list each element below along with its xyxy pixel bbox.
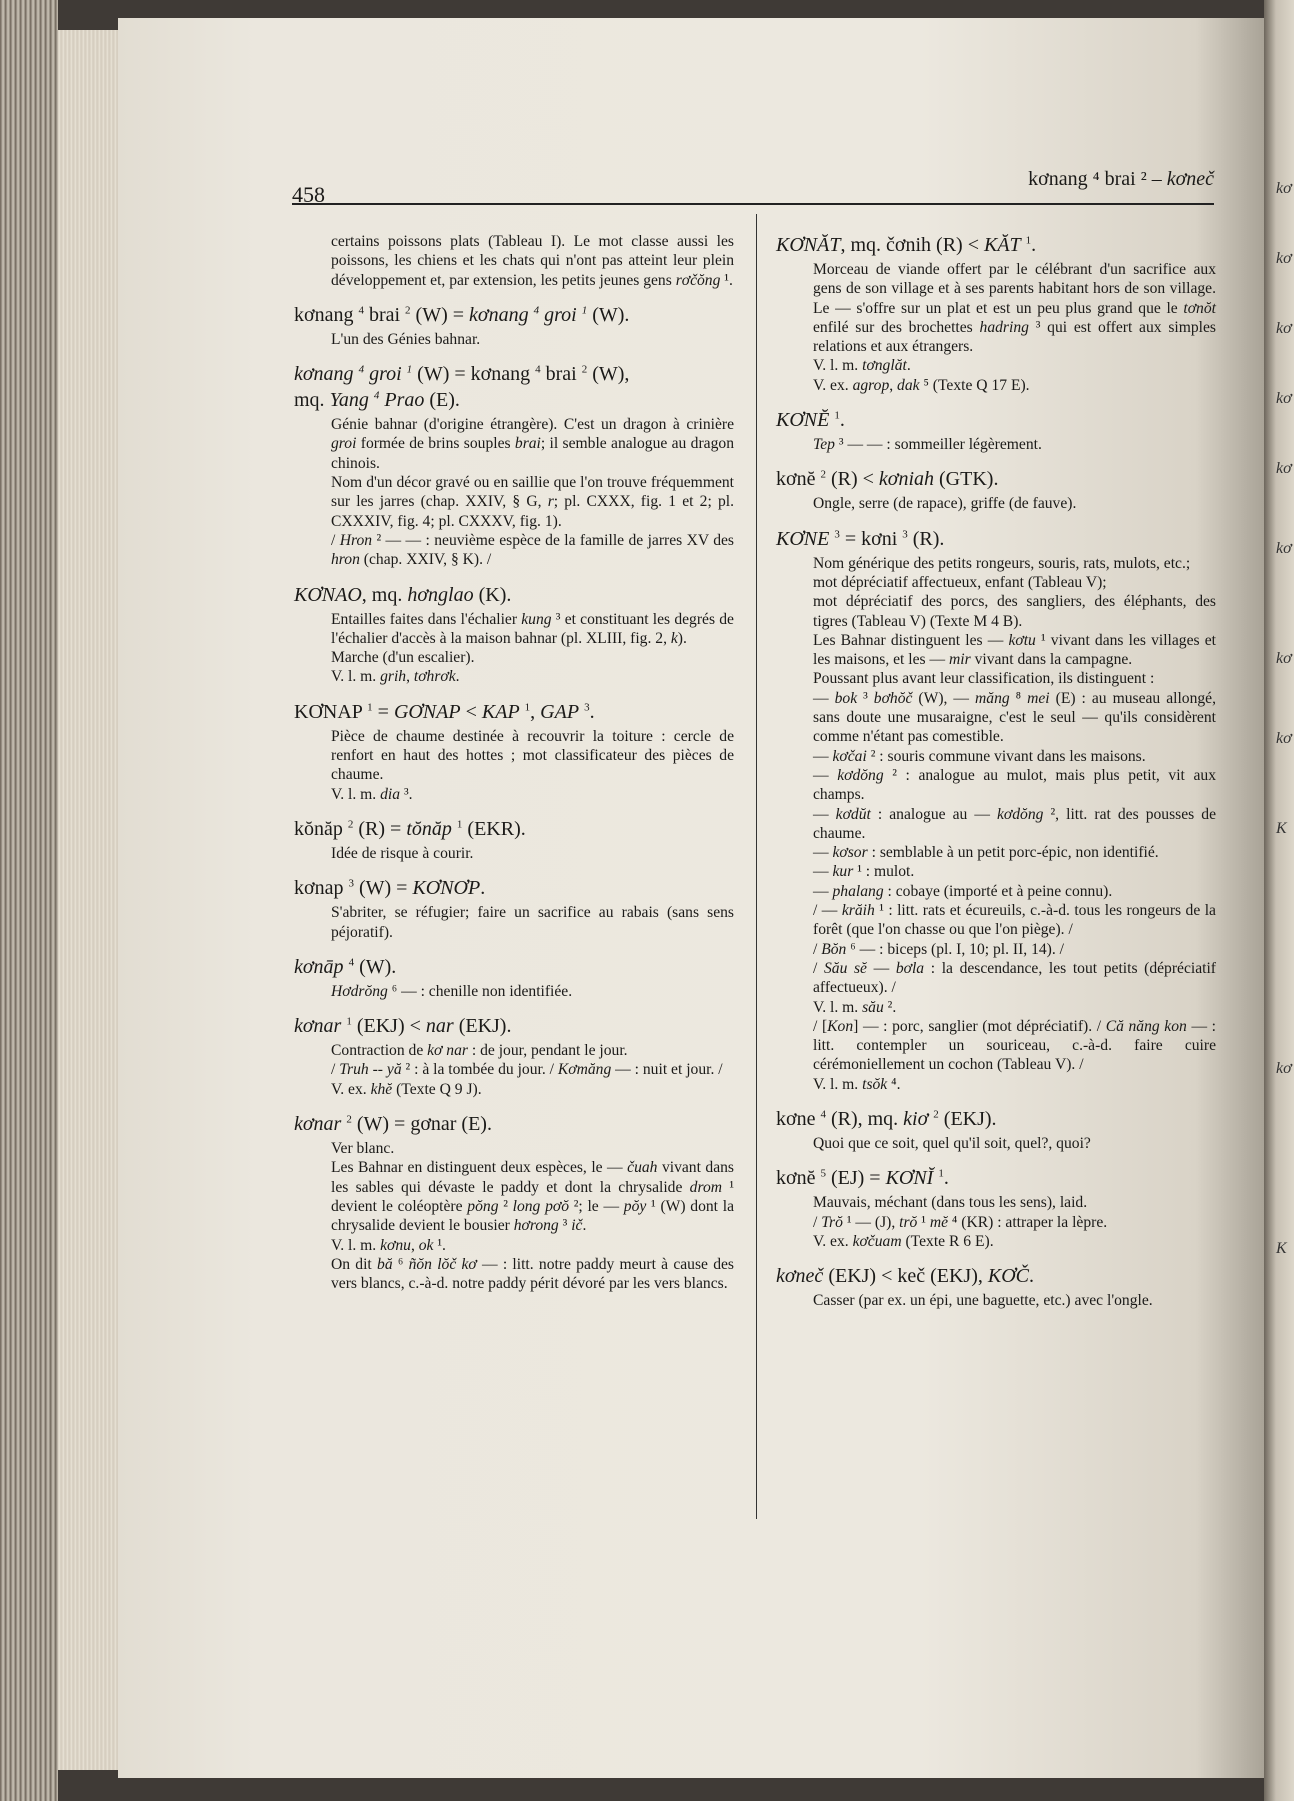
entry-headword: kơnar $^2$ (W) = gơnar (E). xyxy=(294,1113,492,1136)
entry-paragraph: — kơsor : semblable à un petit porc-épic, non identifié. xyxy=(813,844,1159,862)
entry-paragraph: Génie bahnar (d'origine étrangère). C'est un dragon à crinière groi formée de brins souples brai; il semble analogue au dragon chinois. xyxy=(331,416,734,472)
dictionary-entry xyxy=(776,526,1216,1094)
entry-headword: KƠNĔ $^1$. xyxy=(776,409,845,432)
dictionary-entry xyxy=(776,1106,1216,1153)
entry-paragraph: V. l. m. său ². xyxy=(813,998,897,1016)
column-divider xyxy=(756,214,757,1519)
entry-body xyxy=(776,1134,1216,1153)
entry-paragraph: / Său sĕ — bơla : la descendance, les tout petits (dépréciatif affectueux). / xyxy=(813,959,1217,997)
entry-paragraph: Marche (d'un escalier). xyxy=(331,649,475,667)
book-page-edges xyxy=(0,0,58,1801)
entry-paragraph: mot dépréciatif des porcs, des sangliers, des éléphants, des tigres (Tableau V) (Texte M 4 B). xyxy=(813,593,1216,630)
entry-paragraph: — kur ¹ : mulot. xyxy=(813,863,915,881)
entry-body xyxy=(294,727,734,804)
dictionary-entry xyxy=(294,954,734,1001)
entry-body xyxy=(776,494,1216,513)
entry-body xyxy=(294,982,734,1001)
dictionary-entry xyxy=(776,232,1216,395)
entry-paragraph: Mauvais, méchant (dans tous les sens), laid. xyxy=(813,1194,1088,1212)
next-page-fragment: kơ xyxy=(1276,390,1292,407)
dictionary-entry xyxy=(294,302,734,349)
entry-paragraph: Contraction de kơ nar : de jour, pendant le jour. xyxy=(331,1042,628,1060)
dictionary-entry xyxy=(776,1165,1216,1251)
entry-paragraph: Ongle, serre (de rapace), griffe (de fauve). xyxy=(813,495,1077,513)
page-number: 458 xyxy=(292,182,325,207)
entry-paragraph: V. l. m. dia ³. xyxy=(331,785,413,803)
entry-paragraph: V. ex. agrop, dak ⁵ (Texte Q 17 E). xyxy=(813,376,1030,394)
dictionary-entry xyxy=(294,1111,734,1293)
entry-headword: KƠNAO, mq. hơnglao (K). xyxy=(294,583,512,606)
entry-headword: kơnĕ $^5$ (EJ) = KƠNĬ $^1$. xyxy=(776,1167,949,1190)
entry-paragraph: V. ex. khĕ (Texte Q 9 J). xyxy=(331,1080,482,1098)
entry-paragraph: — bok ³ bơhŏč (W), — măng ⁸ mei (E) : au museau allongé, sans doute une musaraigne, c'est le seul — qu'ils considèrent comme n'étant pas comestible. xyxy=(813,689,1216,746)
entry-body xyxy=(294,1041,734,1099)
next-page-fragment: kơ xyxy=(1276,460,1292,477)
entry-headword: kơnap $^3$ (W) = KƠNƠP. xyxy=(294,877,486,900)
dictionary-entry xyxy=(776,1263,1216,1310)
entry-body xyxy=(294,415,734,569)
entry-headword: kơnāp $^4$ (W). xyxy=(294,955,397,978)
dictionary-entry xyxy=(294,232,734,290)
dictionary-entry xyxy=(294,699,734,804)
dictionary-entry xyxy=(294,1013,734,1099)
entry-paragraph: Pièce de chaume destinée à recouvrir la toiture : cercle de renfort en haut des hottes ; mot classificateur des pièces de chaume. xyxy=(331,727,734,784)
entry-headword: kơnĕ $^2$ (R) < kơniah (GTK). xyxy=(776,468,999,491)
entry-paragraph: S'abriter, se réfugier; faire un sacrifice au rabais (sans sens péjoratif). xyxy=(331,904,734,941)
entry-paragraph: Entailles faites dans l'échalier kung ³ et constituant les degrés de l'échalier d'accès à la maison bahnar (pl. XLIII, fig. 2, k). xyxy=(331,610,734,647)
entry-headword: kơnang $^4$ brai $^2$ (W) = kơnang $^4$ groi $^1$ (W). xyxy=(294,303,630,326)
dictionary-entry xyxy=(776,407,1216,454)
running-head xyxy=(960,168,1214,191)
next-page-fragment: K xyxy=(1276,1240,1287,1257)
entry-headword: kơne $^4$ (R), mq. kiơ $^2$ (EKJ). xyxy=(776,1107,997,1130)
next-page-fragment: kơ xyxy=(1276,540,1292,557)
entry-body xyxy=(294,232,734,290)
left-column xyxy=(294,232,734,1305)
entry-headword: kơnang $^4$ groi $^1$ (W) = kơnang $^4$ brai $^2$ (W), mq. Yang $^4$ Prao (E). xyxy=(294,363,630,412)
entry-headword: kơnar $^1$ (EKJ) < nar (EKJ). xyxy=(294,1015,512,1038)
entry-paragraph: Nom d'un décor gravé ou en saillie que l'on trouve fréquemment sur les jarres (chap. XXIV, § G, r; pl. CXXX, fig. 1 et 2; pl. CXXXIV, fig. 4; pl. CXXXV, fig. 1). xyxy=(331,474,734,530)
entry-body xyxy=(776,1291,1216,1310)
entry-body xyxy=(294,844,734,863)
entry-paragraph: V. l. m. tơnglăt. xyxy=(813,357,911,375)
entry-body xyxy=(294,330,734,349)
entry-paragraph: / — krăih ¹ : litt. rats et écureuils, c.-à-d. tous les rongeurs de la forêt (que l'on chasse ou que l'on piège). / xyxy=(813,902,1216,939)
running-head-prefix: kơnang ⁴ brai ² – xyxy=(1028,168,1162,190)
entry-body xyxy=(776,260,1216,395)
entry-paragraph: Casser (par ex. un épi, une baguette, etc.) avec l'ongle. xyxy=(813,1292,1153,1310)
dictionary-entry xyxy=(294,361,734,569)
running-head-italic: kơneč xyxy=(1166,168,1214,190)
entry-paragraph: V. l. m. tsŏk ⁴. xyxy=(813,1075,901,1093)
next-page-fragment: kơ xyxy=(1276,180,1292,197)
entry-paragraph: Les Bahnar en distinguent deux espèces, le — čuah vivant dans les sables qui dévaste le paddy et dont la chrysalide drom ¹ devient le coléoptère pŏng ² long pơŏ ²; le — pŏy ¹ (W) dont la chrysalide devient le bousier hơrong ³ ič. xyxy=(331,1159,735,1235)
entry-body xyxy=(294,610,734,687)
book-page-stack xyxy=(58,30,119,1770)
entry-paragraph: — phalang : cobaye (importé et à peine connu). xyxy=(813,882,1113,900)
next-page-fragment: kơ xyxy=(1276,250,1292,267)
entry-paragraph: Nom générique des petits rongeurs, souris, rats, mulots, etc.; xyxy=(813,554,1191,572)
entry-paragraph: Ver blanc. xyxy=(331,1140,395,1158)
entry-paragraph: mot dépréciatif affectueux, enfant (Tableau V); xyxy=(813,573,1107,591)
entry-paragraph: V. l. m. kơnu, ok ¹. xyxy=(331,1236,446,1254)
dictionary-entry xyxy=(776,466,1216,513)
entry-paragraph: certains poissons plats (Tableau I). Le mot classe aussi les poissons, les chiens et les chats qui n'ont pas atteint leur plein développement et, par extension, les petits jeunes gens rơčŏng ¹. xyxy=(331,233,734,289)
entry-paragraph: V. l. m. grih, tơhrơk. xyxy=(331,668,460,686)
entry-paragraph: / Hron ² — — : neuvième espèce de la famille de jarres XV des hron (chap. XXIV, § K). / xyxy=(331,531,734,569)
entry-headword: kŏnăp $^2$ (R) = tŏnăp $^1$ (EKR). xyxy=(294,817,526,840)
dictionary-entry xyxy=(294,816,734,863)
next-page-fragment: kơ xyxy=(1276,650,1292,667)
entry-paragraph: Hơdrŏng ⁶ — : chenille non identifiée. xyxy=(331,982,573,1000)
next-page-fragment: K xyxy=(1276,820,1287,837)
entry-body xyxy=(294,1139,734,1293)
dictionary-entry xyxy=(294,582,734,687)
next-page-fragment: kơ xyxy=(1276,730,1292,747)
entry-paragraph: Tep ³ — — : sommeiller légèrement. xyxy=(813,436,1042,454)
entry-paragraph: Quoi que ce soit, quel qu'il soit, quel?, quoi? xyxy=(813,1134,1091,1152)
next-page-edge xyxy=(1264,0,1294,1801)
entry-paragraph: Morceau de viande offert par le célébrant d'un sacrifice aux gens de son village et à ses parents habitant hors de son village. Le — s'offre sur un plat et est un peu plus grand que le tơnŏt enfilé sur des brochettes hadring ³ qui est offert aux simples relations et aux étrangers. xyxy=(813,261,1216,356)
dictionary-entry xyxy=(294,875,734,942)
entry-headword: KƠNĂT, mq. čơnih (R) < KĂT $^1$. xyxy=(776,234,1037,256)
entry-paragraph: — kơdŏng ² : analogue au mulot, mais plus petit, vit aux champs. xyxy=(813,766,1216,804)
entry-paragraph: / Truh -- yă ² : à la tombée du jour. / Kơmăng — : nuit et jour. / xyxy=(331,1061,723,1079)
entry-paragraph: — kơdŭt : analogue au — kơdŏng ², litt. rat des pousses de chaume. xyxy=(813,805,1216,842)
entry-paragraph: / Bŏn ⁶ — : biceps (pl. I, 10; pl. II, 14). / xyxy=(813,940,1065,958)
entry-paragraph: Les Bahnar distinguent les — kơtu ¹ vivant dans les villages et les maisons, et les — mir vivant dans la campagne. xyxy=(813,631,1216,669)
entry-body xyxy=(776,435,1216,454)
entry-paragraph: / Trŏ ¹ — (J), trŏ ¹ mĕ ⁴ (KR) : attraper la lèpre. xyxy=(813,1213,1108,1231)
next-page-fragment: kơ xyxy=(1276,320,1292,337)
entry-headword: KƠNAP $^1$ = GƠNAP < KAP $^1$, GAP $^3$. xyxy=(294,700,595,723)
entry-headword: kơneč (EKJ) < keč (EKJ), KƠČ. xyxy=(776,1265,1034,1288)
entry-paragraph: Poussant plus avant leur classification, ils distinguent : xyxy=(813,670,1155,688)
entry-paragraph: / [Kon] — : porc, sanglier (mot dépréciatif). / Că năng kon — : litt. contempler un souriceau, c.-à-d. faire cuire cérémoniellement un cochon (Tableau V). / xyxy=(813,1017,1216,1074)
next-page-fragment: kơ xyxy=(1276,1060,1292,1077)
entry-body xyxy=(776,1193,1216,1251)
entry-paragraph: Idée de risque à courir. xyxy=(331,844,474,862)
entry-paragraph: On dit bă ⁶ ñŏn lŏč kơ — : litt. notre paddy meurt à cause des vers blancs, c.-à-d. notre paddy périt dévoré par les vers blancs. xyxy=(331,1255,734,1293)
header-rule xyxy=(292,203,1214,205)
entry-body xyxy=(294,903,734,942)
right-column xyxy=(776,232,1216,1322)
entry-paragraph: V. ex. kơčuam (Texte R 6 E). xyxy=(813,1232,994,1250)
entry-headword: KƠNE $^3$ = kơni $^3$ (R). xyxy=(776,527,945,550)
entry-paragraph: L'un des Génies bahnar. xyxy=(331,330,481,348)
entry-paragraph: — kơčai ² : souris commune vivant dans les maisons. xyxy=(813,747,1146,765)
entry-body xyxy=(776,554,1216,1094)
